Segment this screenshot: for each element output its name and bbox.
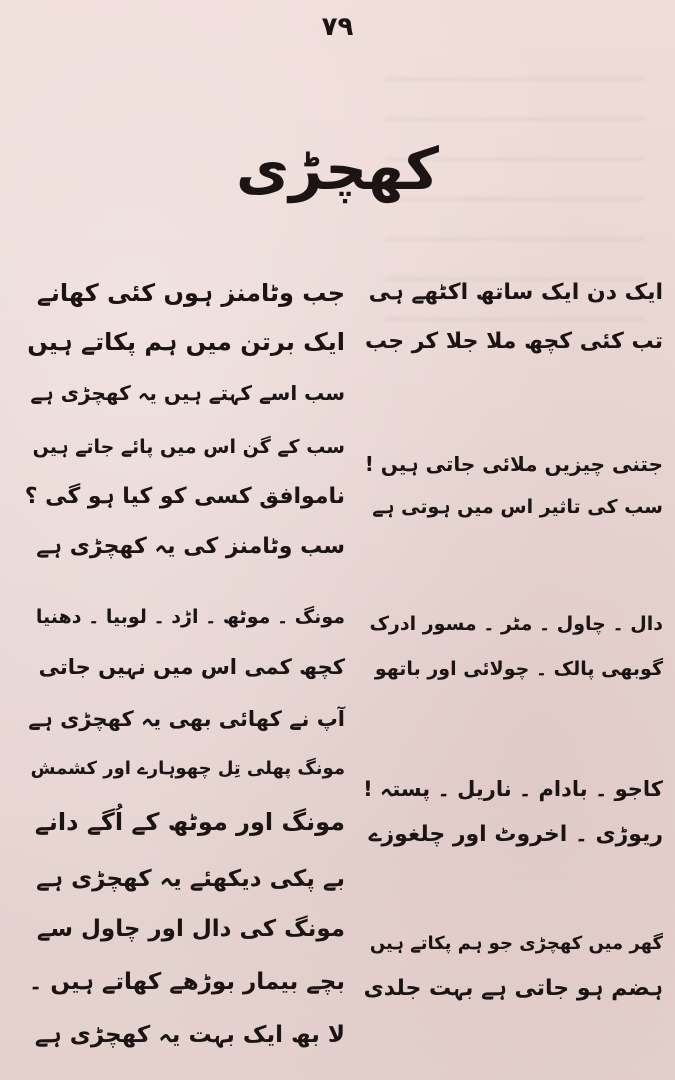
verse-line: دال ۔ چاول ۔ مٹر ۔ مسور ادرک (369, 613, 663, 635)
verse-line: سب وٹامنز کی یہ کھچڑی ہے (36, 534, 345, 559)
verse-line: بے پکی دیکھئے یہ کھچڑی ہے (36, 866, 345, 892)
verse-line: گوبھی پالک ۔ چولائی اور باتھو (374, 658, 663, 680)
verse-line: کچھ کمی اس میں نہیں جاتی (38, 655, 345, 679)
verse-line: ہضم ہو جاتی ہے بہت جلدی (363, 976, 663, 1001)
verse-line: آپ نے کھائی بھی یہ کھچڑی ہے (28, 707, 345, 731)
verse-line: جتنی چیزیں ملائی جاتی ہیں ! (364, 452, 663, 476)
verse-line: سب اسے کہتے ہیں یہ کھچڑی ہے (30, 381, 345, 405)
verse-line: مونگ اور موٹھ کے اُگے دانے (34, 808, 345, 836)
verse-line: بچے بیمار بوڑھے کھاتے ہیں ۔ (28, 969, 345, 995)
verse-line: مونگ ۔ موٹھ ۔ اڑد ۔ لوبیا ۔ دھنیا (35, 606, 345, 628)
verse-line: سب کے گن اس میں پائے جاتے ہیں (32, 436, 345, 458)
verse-line: ریوڑی ۔ اخروٹ اور چلغوزے (368, 822, 663, 847)
poem-title: کھچڑی (235, 135, 440, 203)
verse-line: تب کئی کچھ ملا جلا کر جب (364, 329, 663, 354)
verse-line: کاجو ۔ بادام ۔ ناریل ۔ پستہ ! (363, 777, 663, 801)
verse-line: سب کی تاثیر اس میں ہوتی ہے (372, 496, 663, 518)
page-number: ۷۹ (321, 12, 354, 42)
verse-line: ایک برتن میں ہم پکاتے ہیں (27, 328, 345, 356)
verse-line: لا بھ ایک بہت یہ کھچڑی ہے (34, 1022, 345, 1048)
verse-line: مونگ پھلی تِل چھوہارے اور کشمش (30, 758, 345, 779)
verse-line: ایک دن ایک ساتھ اکٹھے ہی (368, 280, 663, 305)
verse-line: جب وٹامنز ہوں کئی کھانے (36, 279, 345, 307)
verse-line: گھر میں کھچڑی جو ہم پکاتے ہیں (369, 933, 663, 954)
verse-line: ناموافق کسی کو کیا ہو گی ؟ (24, 484, 345, 509)
verse-line: مونگ کی دال اور چاول سے (36, 916, 345, 942)
